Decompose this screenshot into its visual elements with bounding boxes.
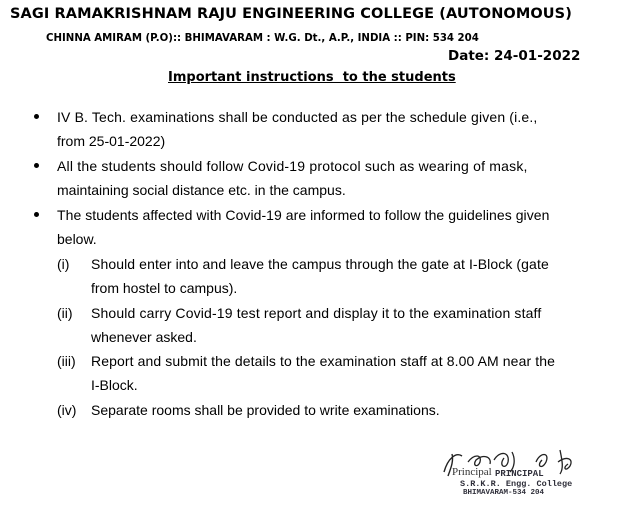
- guideline-number: (iii): [57, 353, 76, 369]
- guideline-4-line-1: Separate rooms shall be provided to write examinations.: [91, 402, 440, 418]
- bullet-3-line-2: below.: [57, 231, 97, 247]
- bullet-2-line-2: maintaining social distance etc. in the campus.: [57, 182, 346, 198]
- guideline-1-line-1: Should enter into and leave the campus through the gate at I-Block (gate: [91, 256, 549, 272]
- notice-title: Important instructions to the students: [168, 70, 456, 85]
- college-address: CHINNA AMIRAM (P.O):: BHIMAVARAM : W.G. Dt., A.P., INDIA :: PIN: 534 204: [46, 33, 479, 44]
- bullet-dot: [34, 114, 39, 119]
- guideline-3-line-2: I-Block.: [91, 377, 138, 393]
- guideline-number: (ii): [57, 305, 73, 321]
- bullet-3-line-1: The students affected with Covid-19 are informed to follow the guidelines given: [57, 207, 550, 223]
- bullet-dot: [34, 212, 39, 217]
- college-name: SAGI RAMAKRISHNAM RAJU ENGINEERING COLLEGE (AUTONOMOUS): [10, 6, 572, 22]
- stamp-college: S.R.K.R. Engg. College: [460, 479, 573, 489]
- guideline-number: (i): [57, 256, 70, 272]
- bullet-dot: [34, 163, 39, 168]
- stamp-place: BHIMAVARAM-534 204: [463, 489, 545, 497]
- notice-date: Date: 24-01-2022: [448, 48, 581, 64]
- guideline-2-line-2: whenever asked.: [91, 329, 197, 345]
- guideline-2-line-1: Should carry Covid-19 test report and display it to the examination staff: [91, 305, 542, 321]
- bullet-1-line-1: IV B. Tech. examinations shall be conducted as per the schedule given (i.e.,: [57, 109, 538, 125]
- bullet-2-line-1: All the students should follow Covid-19 protocol such as wearing of mask,: [57, 158, 528, 174]
- principal-signature-block: [438, 440, 613, 500]
- stamp-title: PRINCIPAL: [495, 469, 544, 479]
- guideline-1-line-2: from hostel to campus).: [91, 280, 238, 296]
- principal-label: Principal: [452, 466, 492, 478]
- guideline-number: (iv): [57, 402, 77, 418]
- bullet-1-line-2: from 25-01-2022): [57, 133, 166, 149]
- guideline-3-line-1: Report and submit the details to the examination staff at 8.00 AM near the: [91, 353, 555, 369]
